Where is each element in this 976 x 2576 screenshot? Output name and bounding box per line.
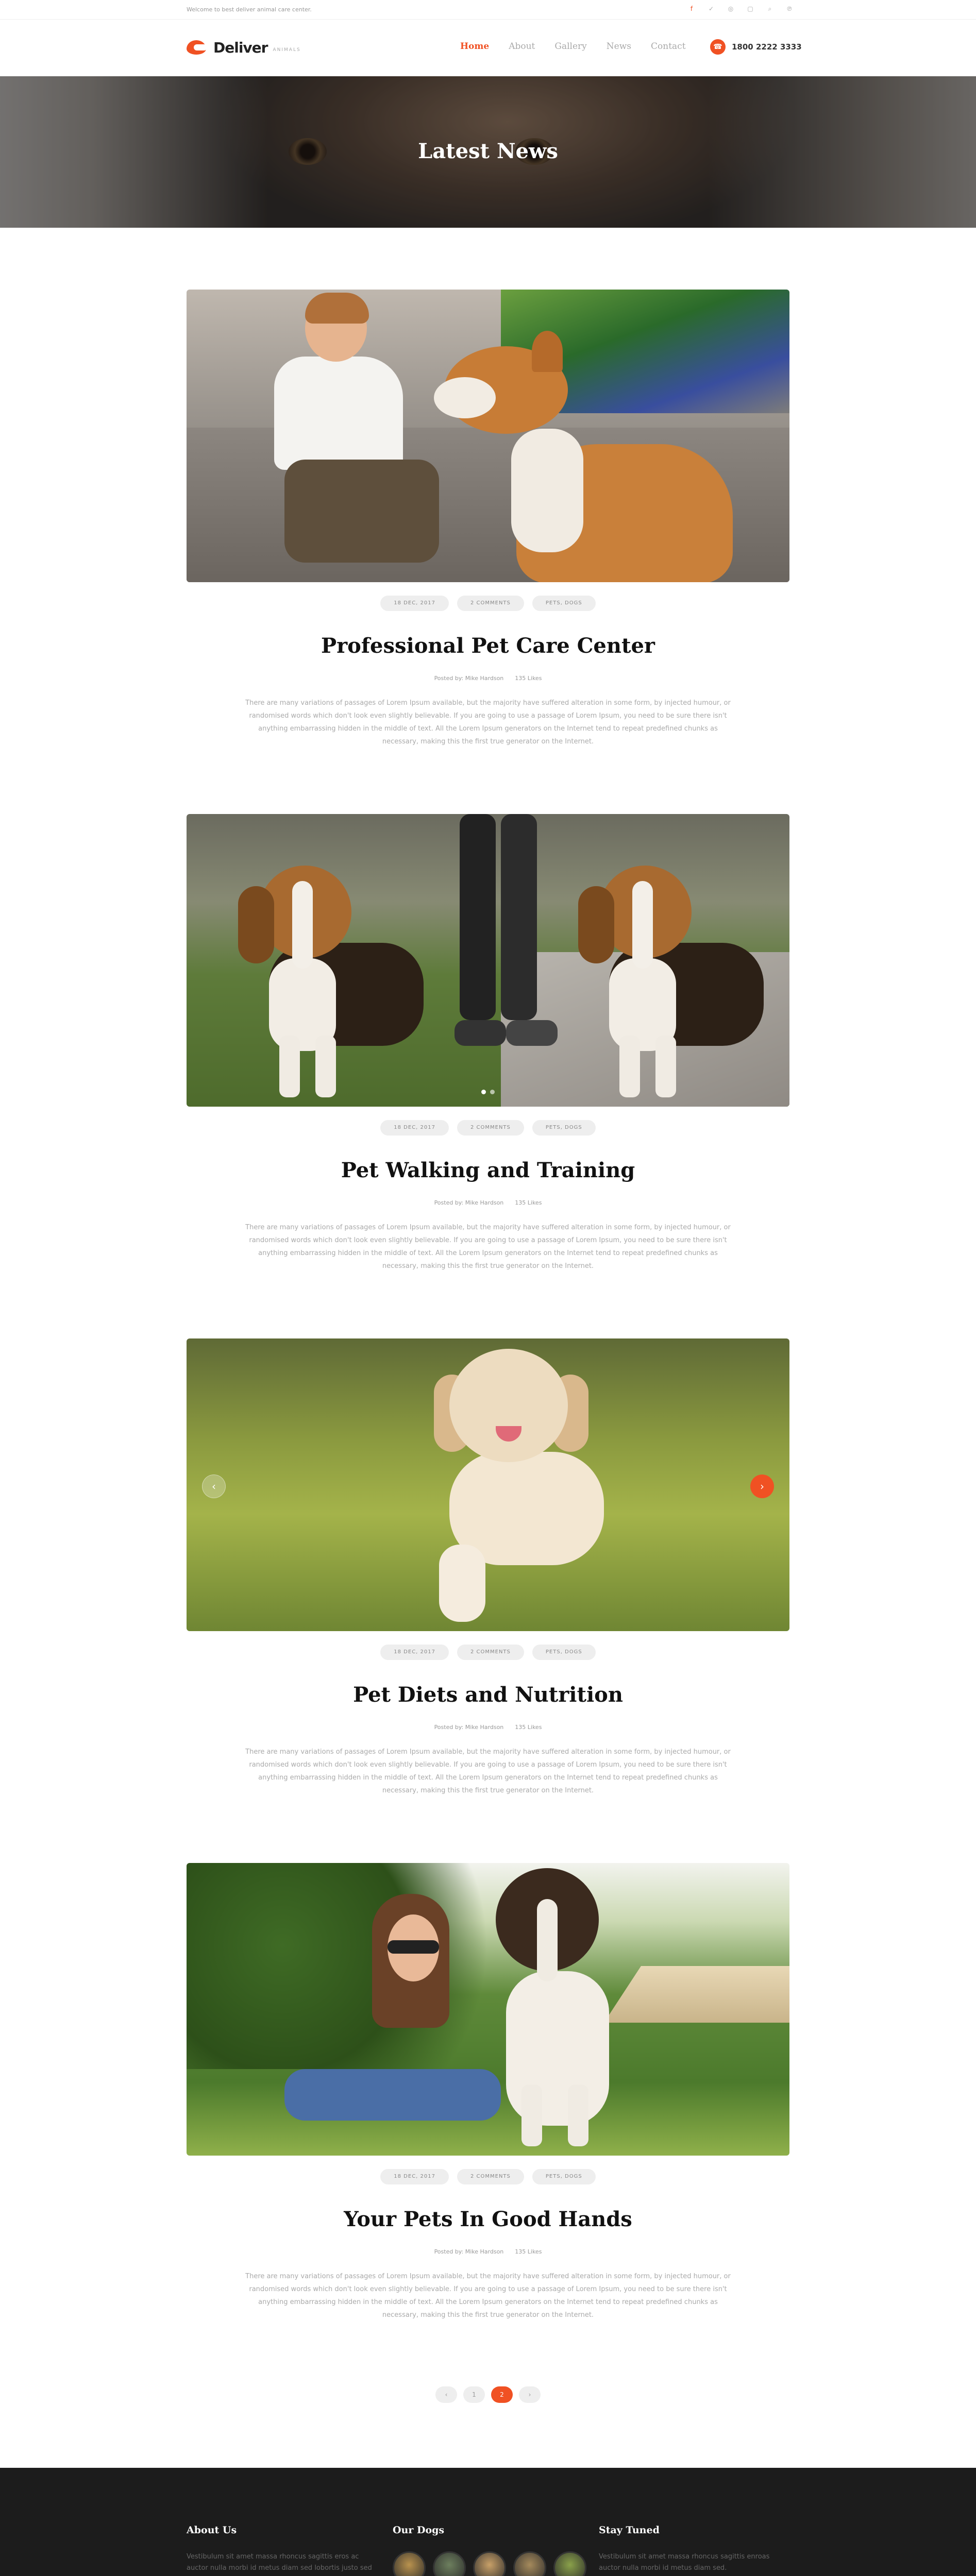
post-image-slider[interactable] [187,814,789,1107]
slider-dots [187,1090,789,1094]
post-comments[interactable]: 2 COMMENTS [457,1120,524,1136]
pagination-next[interactable]: › [519,2386,541,2403]
post-title[interactable]: Professional Pet Care Center [321,634,655,658]
pinterest-icon[interactable]: ℗ [786,5,793,12]
post-date[interactable]: 18 DEC, 2017 [380,1120,449,1136]
puppy-figure [429,1349,614,1627]
phone-icon: ☎ [710,39,726,55]
dog-thumbnail[interactable] [393,2551,426,2576]
post-comments[interactable]: 2 COMMENTS [457,1645,524,1660]
post-comments[interactable]: 2 COMMENTS [457,2169,524,2184]
post-image[interactable] [187,1863,789,2156]
post-excerpt: There are many variations of passages of Lorem Ipsum available, but the majority have suffered alteration in some form, by injected humour, or randomised words which don't look even slightly believable. If you are going to use a passage of Lorem Ipsum, you need to be sure there isn't anything embarrassing hidden in the middle of text. All the Lorem Ipsum generators on the Internet tend to repeat predefined chunks as necessary, making this the first true generator on the Internet. [245,2273,731,2319]
walker-legs [444,814,547,1041]
search-icon[interactable]: ⌕ [768,5,772,12]
blog-post [187,1863,789,2319]
post-comments[interactable]: 2 COMMENTS [457,596,524,611]
post-meta [187,1645,789,1660]
post-meta [187,1120,789,1136]
post-author: Posted by: Mike Hardson [434,1199,504,1206]
logo-subtitle: ANIMALS [273,47,301,53]
post-author: Posted by: Mike Hardson [434,1724,504,1731]
blog-post [187,290,789,745]
post-meta [187,596,789,611]
post-excerpt: There are many variations of passages of Lorem Ipsum available, but the majority have suffered alteration in some form, by injected humour, or randomised words which don't look even slightly believable. If you are going to use a passage of Lorem Ipsum, you need to be sure there isn't anything embarrassing hidden in the middle of text. All the Lorem Ipsum generators on the Internet tend to repeat predefined chunks as necessary, making this the first true generator on the Internet. [245,1748,731,1794]
logo[interactable] [187,38,301,57]
footer-stay-tuned [599,2524,789,2576]
post-excerpt: There are many variations of passages of Lorem Ipsum available, but the majority have suffered alteration in some form, by injected humour, or randomised words which don't look even slightly believable. If you are going to use a passage of Lorem Ipsum, you need to be sure there isn't anything embarrassing hidden in the middle of text. All the Lorem Ipsum generators on the Internet tend to repeat predefined chunks as necessary, making this the first true generator on the Internet. [245,699,731,745]
blog-post [187,814,789,1270]
main-nav [460,41,686,52]
beagle-left [238,845,455,1103]
footer-about [187,2524,377,2576]
nav-news[interactable]: News [606,41,632,52]
instagram-icon[interactable]: ▢ [747,5,753,12]
blog-post [187,1338,789,1794]
post-excerpt: There are many variations of passages of Lorem Ipsum available, but the majority have suffered alteration in some form, by injected humour, or randomised words which don't look even slightly believable. If you are going to use a passage of Lorem Ipsum, you need to be sure there isn't anything embarrassing hidden in the middle of text. All the Lorem Ipsum generators on the Internet tend to repeat predefined chunks as necessary, making this the first true generator on the Internet. [245,1224,731,1270]
post-image-slider[interactable] [187,1338,789,1631]
post-likes[interactable]: 135 Likes [515,1724,542,1731]
welcome-text: Welcome to best deliver animal care center. [187,6,312,13]
footer-stay-text: Vestibulum sit amet massa rhoncus sagittis enroas auctor nulla morbi id metus diam sed. [599,2553,770,2572]
post-byline [187,2248,789,2255]
footer-stay-title: Stay Tuned [599,2524,660,2536]
post-byline [187,1724,789,1731]
pagination [0,2386,976,2403]
post-byline [187,1199,789,1206]
slider-dot[interactable] [490,1090,495,1094]
boy-figure [254,295,439,582]
slider-next-arrow-icon[interactable]: › [750,1475,774,1498]
dog-thumbnail[interactable] [513,2551,546,2576]
post-author: Posted by: Mike Hardson [434,675,504,682]
post-category[interactable]: PETS, DOGS [532,1645,596,1660]
post-category[interactable]: PETS, DOGS [532,596,596,611]
top-bar [0,0,976,20]
post-likes[interactable]: 135 Likes [515,675,542,682]
footer-our-dogs [393,2524,583,2576]
dog-thumbnail[interactable] [473,2551,506,2576]
site-header [0,20,976,76]
top-social-links [687,5,794,13]
footer-about-text: Vestibulum sit amet massa rhoncus sagittis eros ac auctor nulla morbi id metus diam sed lobortis justo sed [187,2553,372,2572]
dog-figure [434,331,764,582]
footer-about-title: About Us [187,2524,237,2536]
dog-thumbnail[interactable] [433,2551,466,2576]
twitter-icon[interactable]: ✓ [708,5,714,12]
post-byline [187,675,789,682]
post-category[interactable]: PETS, DOGS [532,2169,596,2184]
logo-name: Deliver [213,39,268,56]
post-date[interactable]: 18 DEC, 2017 [380,596,449,611]
beagle-right [578,845,753,1103]
post-date[interactable]: 18 DEC, 2017 [380,1645,449,1660]
nav-gallery[interactable]: Gallery [554,41,587,52]
post-title[interactable]: Pet Diets and Nutrition [353,1683,623,1707]
site-footer [0,2468,976,2576]
footer-dogs-title: Our Dogs [393,2524,445,2536]
dog-thumbnail-grid [393,2551,583,2576]
page-hero [0,76,976,228]
dog-figure [475,1868,640,2146]
nav-contact[interactable]: Contact [651,41,686,52]
post-date[interactable]: 18 DEC, 2017 [380,2169,449,2184]
post-category[interactable]: PETS, DOGS [532,1120,596,1136]
post-title[interactable]: Pet Walking and Training [341,1158,635,1182]
logo-mark-icon [187,38,209,57]
header-phone[interactable] [710,39,802,55]
post-image[interactable] [187,290,789,582]
post-author: Posted by: Mike Hardson [434,2248,504,2255]
nav-home[interactable]: Home [460,41,490,52]
pagination-page-active[interactable]: 2 [491,2386,513,2403]
pagination-page[interactable]: 1 [463,2386,485,2403]
slider-prev-arrow-icon[interactable]: ‹ [202,1475,226,1498]
post-meta [187,2169,789,2184]
facebook-icon[interactable]: f [690,5,693,12]
post-likes[interactable]: 135 Likes [515,1199,542,1206]
nav-about[interactable]: About [509,41,535,52]
pagination-prev[interactable]: ‹ [435,2386,457,2403]
post-likes[interactable]: 135 Likes [515,2248,542,2255]
dog-thumbnail[interactable] [553,2551,586,2576]
page-title: Latest News [418,139,558,163]
dribbble-icon[interactable]: ◎ [728,5,734,12]
phone-number: 1800 2222 3333 [732,42,802,52]
slider-dot[interactable] [481,1090,486,1094]
post-title[interactable]: Your Pets In Good Hands [344,2207,632,2231]
